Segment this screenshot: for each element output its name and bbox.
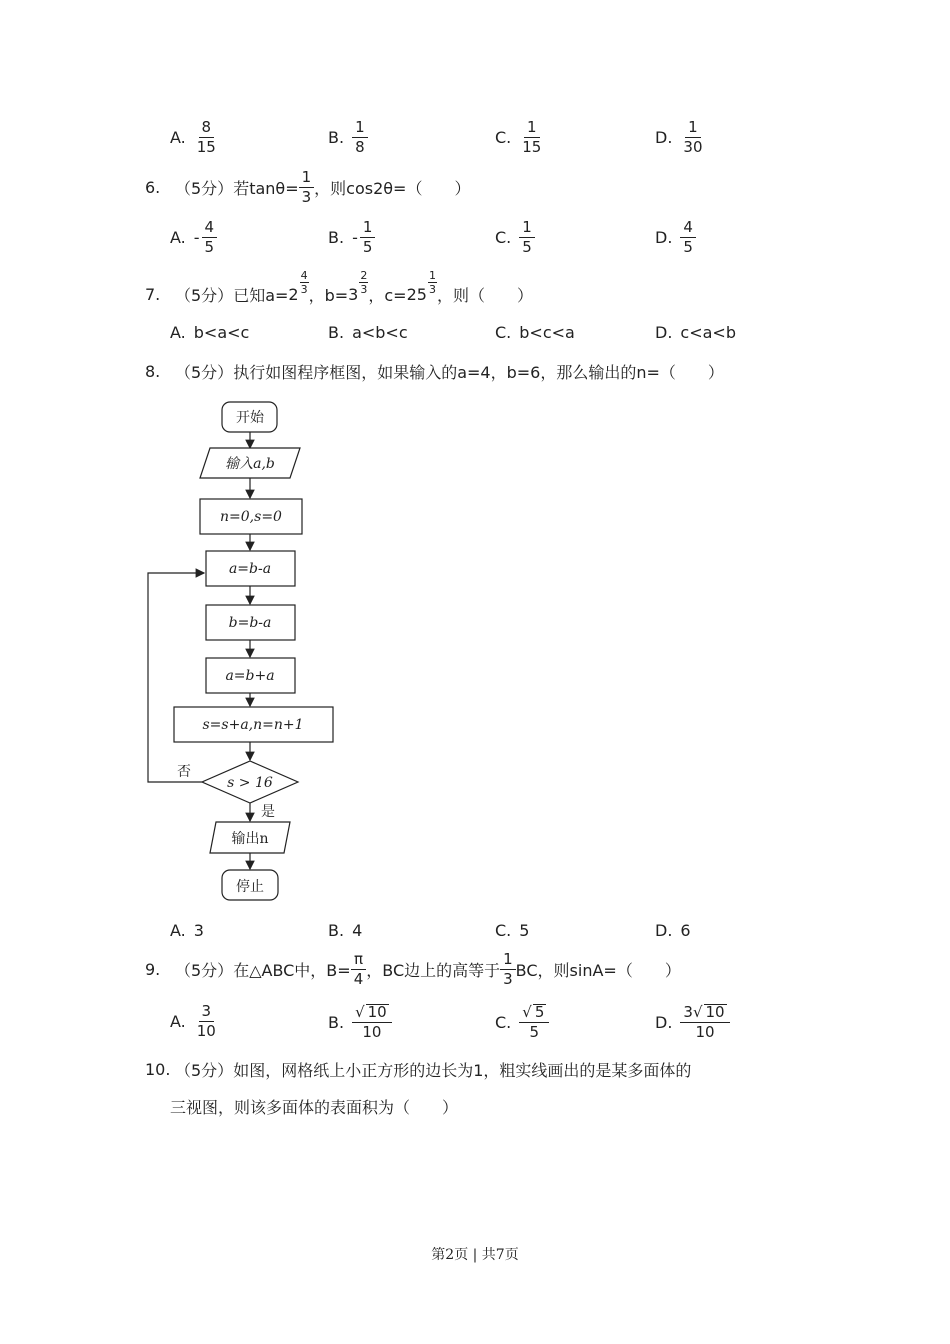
q5-option-c bbox=[495, 120, 544, 155]
question-10-line-2 bbox=[170, 1095, 458, 1118]
minus-sign: - bbox=[352, 228, 358, 247]
question-9 bbox=[145, 952, 681, 987]
q5-option-d bbox=[655, 120, 706, 155]
fraction: $\frac{1}{15}$ bbox=[522, 118, 542, 156]
q7-option-d bbox=[655, 323, 736, 342]
step4-label: s=s+a,n=n+1 bbox=[202, 717, 304, 733]
question-text: ，则cos2θ=（ ） bbox=[314, 179, 471, 198]
fraction: $\frac{3}{10}$ bbox=[196, 1002, 216, 1040]
input-label: 输入a,b bbox=[225, 456, 275, 472]
question-text: 如图，网格纸上小正方形的边长为1，粗实线画出的是某多面体的 bbox=[233, 1061, 692, 1080]
q5-option-b bbox=[328, 120, 368, 155]
radicand: 5 bbox=[534, 1003, 545, 1021]
q8-option-a bbox=[170, 921, 204, 940]
option-letter: A. bbox=[170, 128, 186, 147]
fraction: $\frac{3√ 10}{10}$ bbox=[680, 1004, 729, 1040]
power-base: 25 bbox=[406, 285, 427, 304]
question-text: BC，则sinA=（ ） bbox=[515, 961, 681, 980]
q9-option-a bbox=[170, 1004, 219, 1039]
fraction: $\frac{4}{5}$ bbox=[202, 220, 218, 255]
q8-option-d bbox=[655, 921, 691, 940]
q5-option-a bbox=[170, 120, 219, 155]
option-letter: D. bbox=[655, 1012, 673, 1032]
q9-option-d bbox=[655, 1004, 730, 1040]
option-letter: C. bbox=[495, 1012, 512, 1032]
option-text: b<a<c bbox=[193, 323, 250, 342]
fraction: $\frac{\pi}{4}$ bbox=[351, 952, 367, 987]
radical-icon: √ bbox=[692, 1003, 703, 1021]
fraction: $\frac{1}{5}$ bbox=[519, 220, 535, 255]
option-letter: C. bbox=[495, 128, 512, 147]
option-letter: B. bbox=[328, 128, 345, 147]
question-score: （5分） bbox=[175, 961, 234, 980]
output-label: 输出n bbox=[231, 831, 269, 847]
fraction: $\frac{√ 10}{10}$ bbox=[352, 1004, 392, 1040]
question-text: ，c= bbox=[368, 286, 407, 305]
radical-icon: √ bbox=[355, 1003, 365, 1021]
question-8 bbox=[145, 360, 724, 383]
option-text: b<c<a bbox=[519, 323, 575, 342]
option-text: 4 bbox=[352, 921, 363, 940]
question-6 bbox=[145, 170, 470, 205]
page-footer: 第2页 | 共7页 bbox=[431, 1247, 519, 1263]
yes-label: 是 bbox=[261, 804, 275, 820]
condition-label: s > 16 bbox=[227, 775, 273, 791]
question-10 bbox=[145, 1058, 691, 1081]
q6-option-c bbox=[495, 220, 535, 255]
fraction: $\frac{1}{5}$ bbox=[360, 220, 376, 255]
option-letter: C. bbox=[495, 921, 512, 940]
option-letter: B. bbox=[328, 921, 345, 940]
question-number: 7. bbox=[145, 285, 161, 304]
question-number: 10. bbox=[145, 1060, 171, 1079]
fraction: $\frac{1}{30}$ bbox=[683, 118, 703, 156]
question-text: 在△ABC中，B= bbox=[233, 961, 351, 980]
option-letter: D. bbox=[655, 921, 673, 940]
q6-option-a bbox=[170, 220, 217, 255]
fraction: $\frac{1}{3}$ bbox=[500, 952, 516, 987]
q7-option-c bbox=[495, 323, 575, 342]
option-letter: A. bbox=[170, 921, 186, 940]
minus-sign: - bbox=[193, 228, 200, 247]
coefficient: 3 bbox=[683, 1003, 693, 1021]
q8-option-b bbox=[328, 921, 362, 940]
option-letter: A. bbox=[170, 323, 186, 342]
power-base: 3 bbox=[348, 285, 359, 304]
question-score: （5分） bbox=[175, 363, 234, 382]
question-text: 三视图，则该多面体的表面积为（ ） bbox=[170, 1098, 459, 1117]
exponent-fraction: $\frac{2}{3}$ bbox=[360, 269, 368, 296]
option-letter: D. bbox=[655, 323, 673, 342]
option-letter: B. bbox=[328, 1012, 345, 1032]
radicand: 10 bbox=[367, 1003, 387, 1021]
question-text: ，b= bbox=[308, 286, 349, 305]
option-letter: C. bbox=[495, 323, 512, 342]
flowchart bbox=[140, 395, 360, 905]
option-letter: D. bbox=[655, 128, 673, 147]
option-letter: A. bbox=[170, 1012, 186, 1031]
question-number: 6. bbox=[145, 178, 161, 197]
exponent-fraction: $\frac{1}{3}$ bbox=[428, 269, 436, 296]
option-text: a<b<c bbox=[352, 323, 408, 342]
q7-option-b bbox=[328, 323, 408, 342]
q6-option-b bbox=[328, 220, 375, 255]
question-number: 8. bbox=[145, 362, 161, 381]
question-number: 9. bbox=[145, 960, 161, 979]
option-text: c<a<b bbox=[680, 323, 736, 342]
option-letter: A. bbox=[170, 228, 186, 247]
fraction: $\frac{√ 5}{5}$ bbox=[519, 1004, 549, 1040]
loop-back-arrow bbox=[148, 573, 204, 782]
question-score: （5分） bbox=[175, 179, 234, 198]
q7-option-a bbox=[170, 323, 249, 342]
option-letter: B. bbox=[328, 323, 345, 342]
step3-label: a=b+a bbox=[225, 668, 275, 684]
step2-label: b=b-a bbox=[228, 615, 272, 631]
radicand: 10 bbox=[705, 1003, 725, 1021]
init-label: n=0,s=0 bbox=[220, 509, 282, 525]
q9-option-b bbox=[328, 1004, 392, 1040]
no-label: 否 bbox=[177, 764, 191, 780]
power-base: 2 bbox=[288, 285, 299, 304]
start-label: 开始 bbox=[236, 410, 264, 426]
option-text: 5 bbox=[519, 921, 530, 940]
question-text: ，则（ ） bbox=[436, 286, 533, 305]
stop-label: 停止 bbox=[236, 879, 264, 895]
question-text: 已知a= bbox=[233, 286, 289, 305]
option-letter: C. bbox=[495, 228, 512, 247]
option-letter: B. bbox=[328, 228, 345, 247]
question-score: （5分） bbox=[175, 286, 234, 305]
question-7 bbox=[145, 269, 533, 307]
exponent-fraction: $\frac{4}{3}$ bbox=[300, 269, 308, 296]
fraction: $\frac{1}{8}$ bbox=[352, 120, 368, 155]
option-text: 3 bbox=[193, 921, 204, 940]
option-text: 6 bbox=[680, 921, 691, 940]
fraction: $\frac{1}{3}$ bbox=[299, 170, 315, 205]
radical-icon: √ bbox=[522, 1003, 532, 1021]
question-text: 若tanθ= bbox=[233, 179, 299, 198]
step1-label: a=b-a bbox=[228, 561, 272, 577]
question-text: ，BC边上的高等于 bbox=[366, 961, 501, 980]
q9-option-c bbox=[495, 1004, 549, 1040]
q6-option-d bbox=[655, 220, 696, 255]
fraction: $\frac{4}{5}$ bbox=[680, 220, 696, 255]
option-letter: D. bbox=[655, 228, 673, 247]
q8-option-c bbox=[495, 921, 529, 940]
question-text: 执行如图程序框图，如果输入的a=4，b=6，那么输出的n=（ ） bbox=[233, 363, 724, 382]
question-score: （5分） bbox=[175, 1061, 234, 1080]
fraction: $\frac{8}{15}$ bbox=[196, 118, 216, 156]
